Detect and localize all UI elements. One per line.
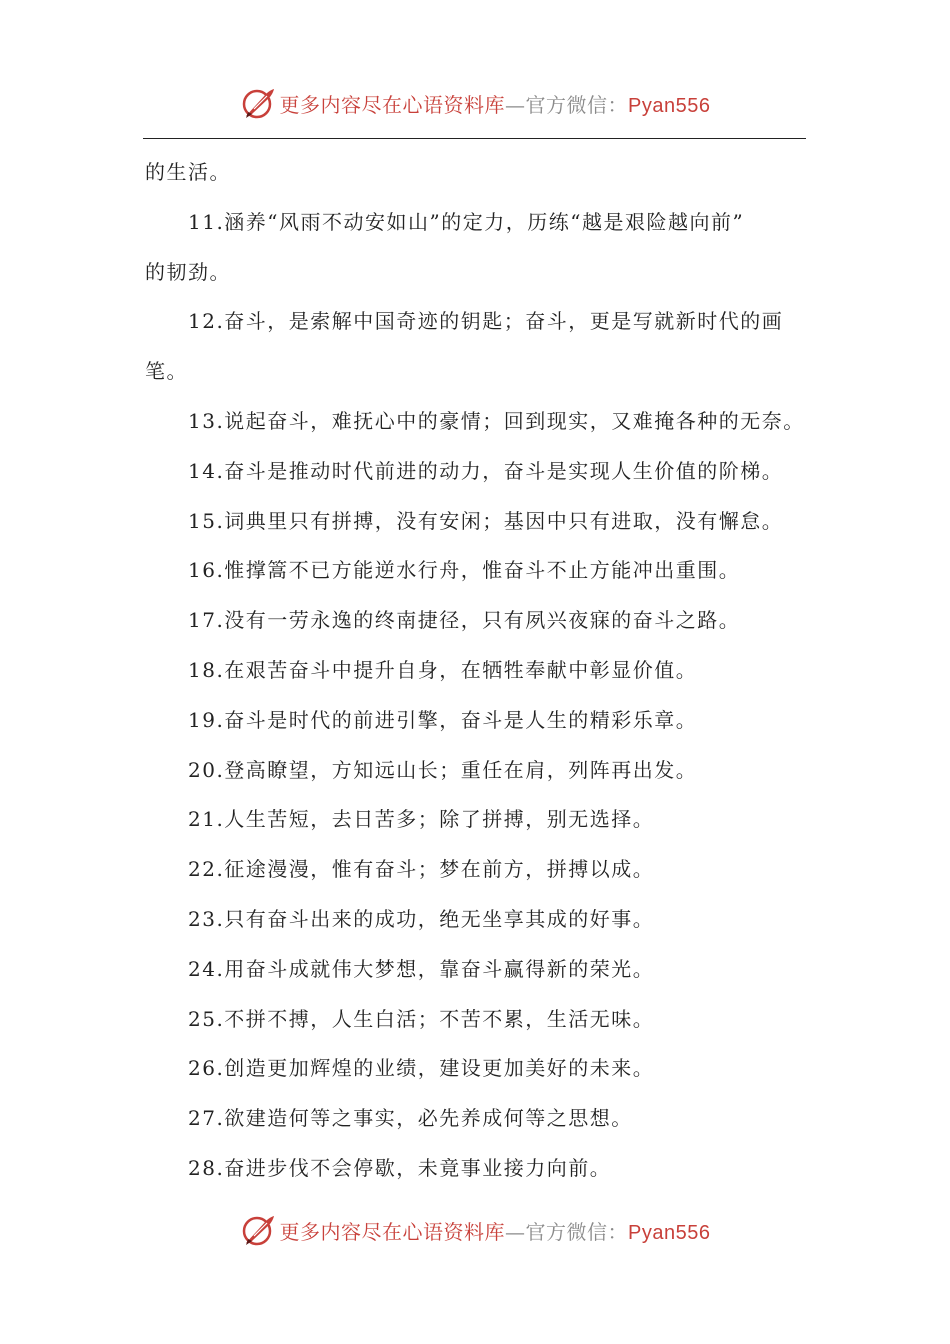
footer-banner-text: [280, 1216, 711, 1245]
text-line: 28.奋进步伐不会停歇，未竟事业接力向前。: [188, 1155, 612, 1180]
text-line: 18.在艰苦奋斗中提升自身，在牺牲奉献中彰显价值。: [188, 657, 698, 682]
text-line: 27.欲建造何等之事实，必先养成何等之思想。: [188, 1106, 633, 1131]
banner-sub-text: 官方微信：: [525, 1219, 629, 1244]
footer-banner: [0, 1210, 950, 1250]
text-line: 25.不拼不搏，人生白活；不苦不累，生活无味。: [188, 1006, 655, 1031]
quill-logo-icon: [240, 85, 276, 121]
banner-wechat-id: Pyan556: [628, 94, 711, 117]
banner-main-text: 更多内容尽在心语资料库: [279, 1219, 506, 1244]
text-line: 20.登高瞭望，方知远山长；重任在肩，列阵再出发。: [188, 757, 698, 782]
banner-dash: —: [505, 1219, 526, 1244]
text-line: 16.惟撑篙不已方能逆水行舟，惟奋斗不止方能冲出重围。: [188, 558, 741, 583]
text-line: 的韧劲。: [145, 259, 231, 284]
text-line: 13.说起奋斗，难抚心中的豪情；回到现实，又难掩各种的无奈。: [188, 408, 805, 433]
text-line: 11.涵养“风雨不动安如山”的定力，历练“越是艰险越向前”: [188, 209, 745, 234]
text-line: 22.征途漫漫，惟有奋斗；梦在前方，拼搏以成。: [188, 857, 655, 882]
text-line: 21.人生苦短，去日苦多；除了拼搏，别无选择。: [188, 807, 655, 832]
text-line: 14.奋斗是推动时代前进的动力，奋斗是实现人生价值的阶梯。: [188, 458, 784, 483]
banner-dash: —: [505, 92, 526, 117]
text-line: 26.创造更加辉煌的业绩，建设更加美好的未来。: [188, 1056, 655, 1081]
text-line: 24.用奋斗成就伟大梦想，靠奋斗赢得新的荣光。: [188, 956, 655, 981]
quill-logo-icon: [240, 1212, 276, 1248]
banner-sub-text: 官方微信：: [525, 92, 629, 117]
header-divider: [143, 138, 806, 139]
header-banner-text: [280, 89, 711, 118]
text-line: 的生活。: [145, 160, 231, 184]
text-line: 笔。: [145, 359, 188, 384]
header-banner: [0, 83, 950, 123]
banner-wechat-id: Pyan556: [628, 1221, 711, 1244]
text-line: 17.没有一劳永逸的终南捷径，只有夙兴夜寐的奋斗之路。: [188, 608, 741, 633]
text-line: 19.奋斗是时代的前进引擎，奋斗是人生的精彩乐章。: [188, 707, 698, 732]
document-body: [145, 154, 825, 1200]
text-line: 12.奋斗，是索解中国奇迹的钥匙；奋斗，更是写就新时代的画: [188, 309, 784, 334]
text-line: 23.只有奋斗出来的成功，绝无坐享其成的好事。: [188, 906, 655, 931]
text-line: 15.词典里只有拼搏，没有安闲；基因中只有进取，没有懈怠。: [188, 508, 784, 533]
banner-main-text: 更多内容尽在心语资料库: [279, 92, 506, 117]
